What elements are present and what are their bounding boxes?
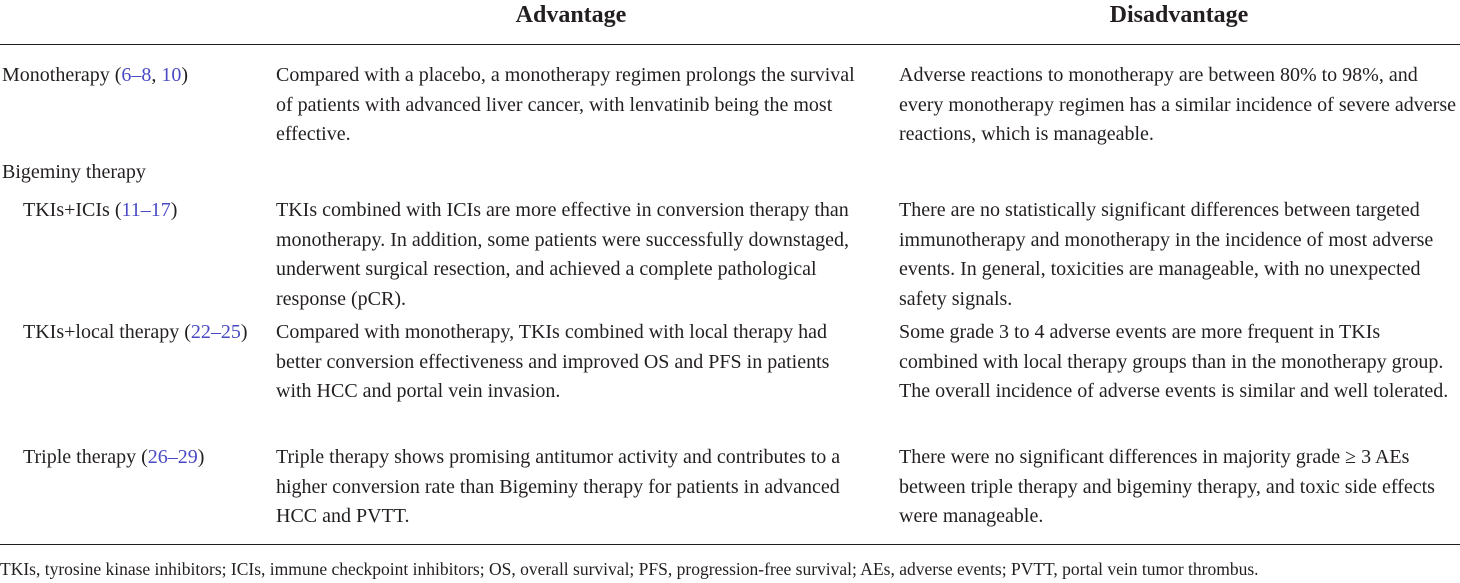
- row-label-tkis-icis: TKIs+ICIs (11–17): [23, 199, 178, 221]
- advantage-triple: Triple therapy shows promising antitumor activity and contributes to a higher conversion rate than Bigeminy therapy for patients in advanced HCC and PVTT.: [276, 446, 841, 527]
- advantage-monotherapy: Compared with a placebo, a monotherapy regimen prolongs the survival of patients with advanced liver cancer, with lenvatinib being the most effective.: [276, 64, 855, 145]
- citation-link[interactable]: 22–25: [190, 321, 241, 343]
- advantage-tkis-local: Compared with monotherapy, TKIs combined with local therapy had better conversion effectiveness and improved OS and PFS in patients with HCC and portal vein invasion.: [276, 321, 830, 402]
- advantage-tkis-icis: TKIs combined with ICIs are more effective in conversion therapy than monotherapy. In addition, some patients were successfully downstaged, underwent surgical resection, and achieved a complete pathological response (pCR).: [276, 199, 850, 310]
- group-label-bigeminy: Bigeminy therapy: [2, 161, 146, 183]
- row-label-tkis-local: TKIs+local therapy (22–25): [23, 321, 248, 343]
- table-bottom-rule: [0, 544, 1460, 545]
- citation-link[interactable]: 26–29: [147, 446, 198, 468]
- disadvantage-monotherapy: Adverse reactions to monotherapy are between 80% to 98%, and every monotherapy regimen has a similar incidence of severe adverse reactions, which is manageable.: [899, 64, 1456, 145]
- citation-link[interactable]: 11–17: [121, 199, 171, 221]
- citation-link[interactable]: 10: [161, 64, 182, 86]
- header-advantage: Advantage: [515, 2, 627, 28]
- header-rule: [0, 44, 1460, 45]
- disadvantage-tkis-icis: There are no statistically significant differences between targeted immunotherapy and monotherapy in the incidence of most adverse events. In general, toxicities are manageable, with no unexpected safety signals.: [899, 199, 1434, 310]
- header-disadvantage: Disadvantage: [1109, 2, 1249, 28]
- table-footnote: TKIs, tyrosine kinase inhibitors; ICIs, immune checkpoint inhibitors; OS, overall survival; PFS, progression-free survival; AEs, adverse events; PVTT, portal vein tumor thrombus.: [0, 559, 1259, 579]
- disadvantage-triple: There were no significant differences in majority grade ≥ 3 AEs between triple therapy and bigeminy therapy, and toxic side effects were manageable.: [899, 446, 1435, 527]
- citation-link[interactable]: 6–8: [121, 64, 152, 86]
- row-label-monotherapy: Monotherapy (6–8, 10): [2, 64, 189, 86]
- disadvantage-tkis-local: Some grade 3 to 4 adverse events are more frequent in TKIs combined with local therapy groups than in the monotherapy group. The overall incidence of adverse events is similar and well tolerated.: [899, 321, 1449, 402]
- row-label-triple: Triple therapy (26–29): [23, 446, 205, 468]
